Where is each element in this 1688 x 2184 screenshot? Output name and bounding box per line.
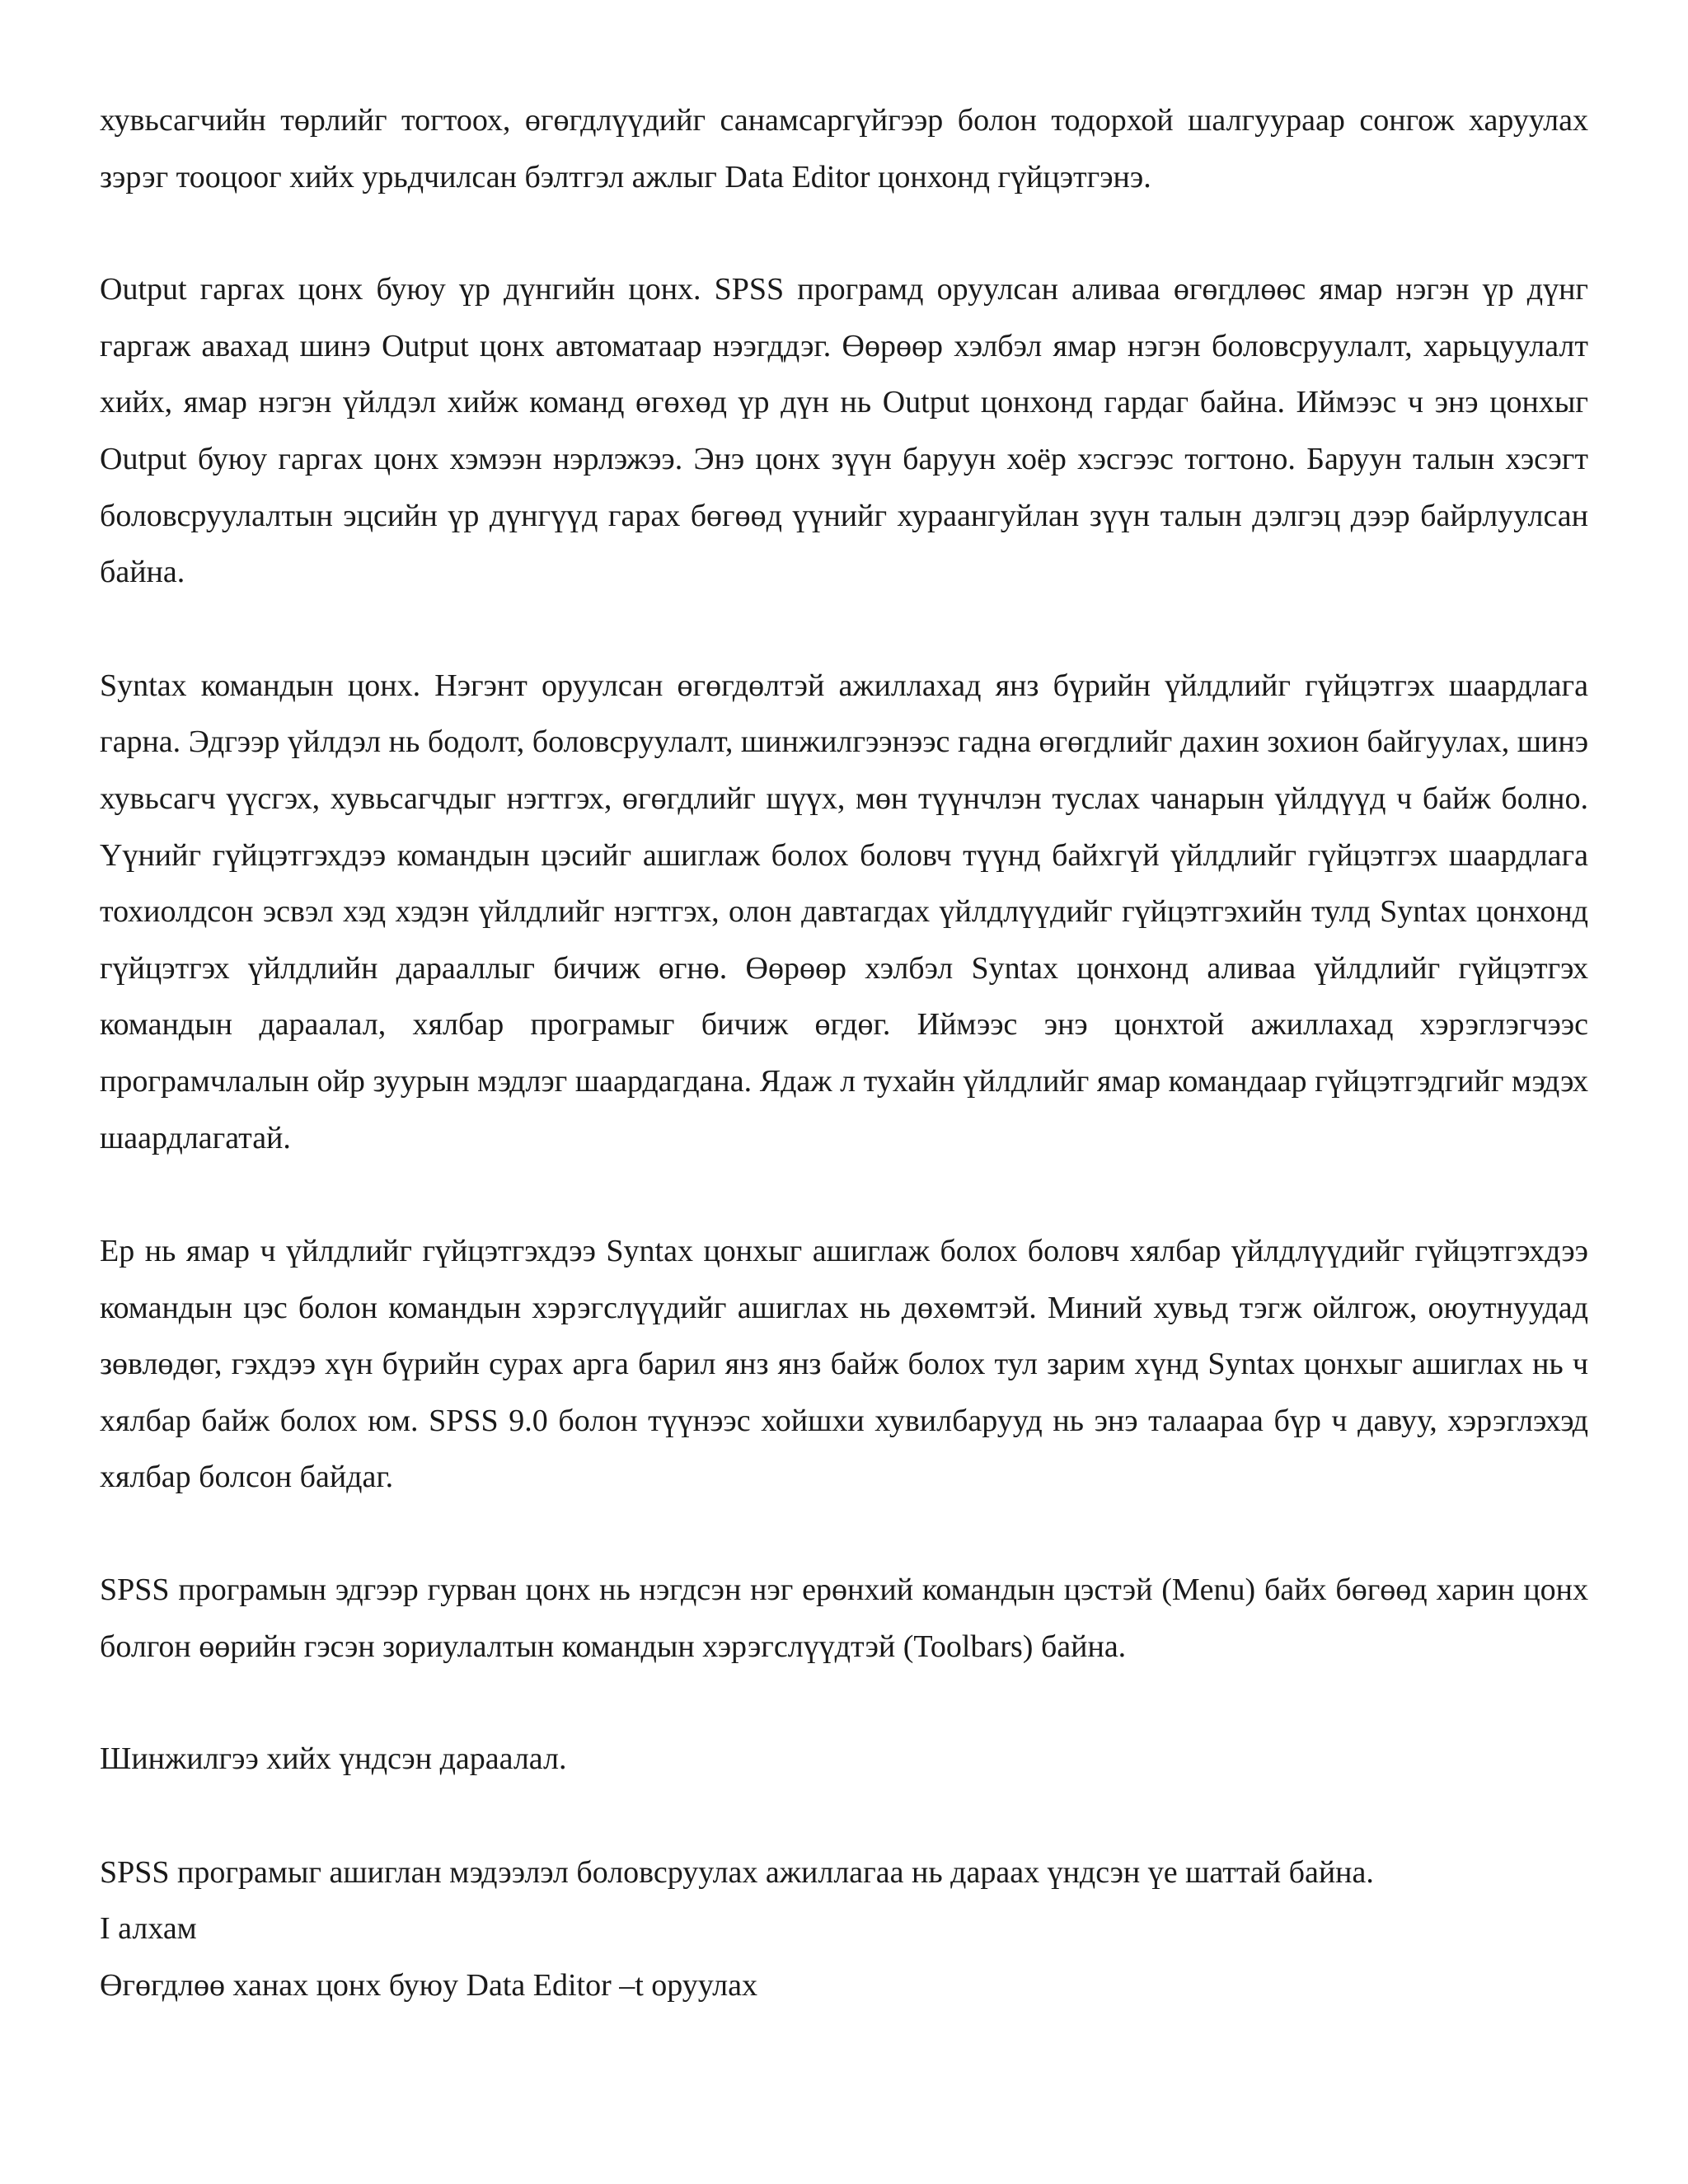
document-page xyxy=(100,92,1588,2014)
paragraph-output-window: Output гаргах цонх буюу үр дүнгийн цонх. SPSS програмд оруулсан аливаа өгөгдлөөс ямар нэгэн үр дүнг гаргаж авахад шинэ Output цонх автоматаар нээгддэг. Өөрөөр хэлбэл ямар нэгэн боловсруулалт, харьцуулалт хийх, ямар нэгэн үйлдэл хийж команд өгөхөд үр дүн нь Output цонхонд гардаг байна. Иймээс ч энэ цонхыг Output буюу гаргах цонх хэмээн нэрлэжээ. Энэ цонх зүүн баруун хоёр хэсгээс тогтоно. Баруун талын хэсэгт боловсруулалтын эцсийн үр дүнгүүд гарах бөгөөд үүнийг хураангуйлан зүүн талын дэлгэц дээр байрлуулсан байна. xyxy=(100,272,1588,590)
paragraph-menu-toolbars: SPSS програмын эдгээр гурван цонх нь нэгдсэн нэг ерөнхий командын цэстэй (Menu) байх бөгөөд харин цонх болгон өөрийн гэсэн зориулалтын командын хэрэгслүүдтэй (Toolbars) байна. xyxy=(100,1572,1588,1664)
paragraph-analysis-sequence: Шинжилгээ хийх үндсэн дараалал. xyxy=(100,1741,567,1777)
paragraph-syntax-usage: Ер нь ямар ч үйлдлийг гүйцэтгэхдээ Syntax цонхыг ашиглаж болох боловч хялбар үйлдлүүдийг гүйцэтгэхдээ командын цэс болон командын хэрэгслүүдийг ашиглах нь дөхөмтэй. Миний хувьд тэгж ойлгож, оюутнуудад зөвлөдөг, гэхдээ хүн бүрийн сурах арга барил янз янз байж болох тул зарим хүнд Syntax цонхыг ашиглах нь ч хялбар байж болох юм. SPSS 9.0 болон түүнээс хойшхи хувилбарууд нь энэ талаараа бүр ч давуу, хэрэглэхэд хялбар болсон байдаг. xyxy=(100,1234,1588,1495)
paragraph-processing-stages: SPSS програмыг ашиглан мэдээлэл боловсруулах ажиллагаа нь дараах үндсэн үе шаттай байна. xyxy=(100,1854,1374,1890)
paragraph-data-editor-intro: хувьсагчийн төрлийг тогтоох, өгөгдлүүдийг санамсаргүйгээр болон тодорхой шалгуураар сонгож харуулах зэрэг тооцоог хийх урьдчилсан бэлтгэл ажлыг Data Editor цонхонд гүйцэтгэнэ. xyxy=(100,103,1588,194)
step-heading: I алхам xyxy=(100,1911,197,1947)
paragraph-syntax-window: Syntax командын цонх. Нэгэнт оруулсан өгөгдөлтэй ажиллахад янз бүрийн үйлдлийг гүйцэтгэх шаардлага гарна. Эдгээр үйлдэл нь бодолт, боловсруулалт, шинжилгээнээс гадна өгөгдлийг дахин зохион байгуулах, шинэ хувьсагч үүсгэх, хувьсагчдыг нэгтгэх, өгөгдлийг шүүх, мөн түүнчлэн туслах чанарын үйлдүүд ч байж болно. Үүнийг гүйцэтгэхдээ командын цэсийг ашиглаж болох боловч түүнд байхгүй үйлдлийг гүйцэтгэх шаардлага тохиолдсон эсвэл хэд хэдэн үйлдлийг нэгтгэх, олон давтагдах үйлдлүүдийг гүйцэтгэхийн тулд Syntax цонхонд гүйцэтгэх үйлдлийн дарааллыг бичиж өгнө. Өөрөөр хэлбэл Syntax цонхонд аливаа үйлдлийг гүйцэтгэх командын дараалал, хялбар програмыг бичиж өгдөг. Иймээс энэ цонхтой ажиллахад хэрэглэгчээс програмчлалын ойр зуурын мэдлэг шаардагдана. Ядаж л тухайн үйлдлийг ямар командаар гүйцэтгэдгийг мэдэх шаардлагатай. xyxy=(100,668,1588,1155)
step-text: Өгөгдлөө ханах цонх буюу Data Editor –t оруулах xyxy=(100,1968,757,2004)
